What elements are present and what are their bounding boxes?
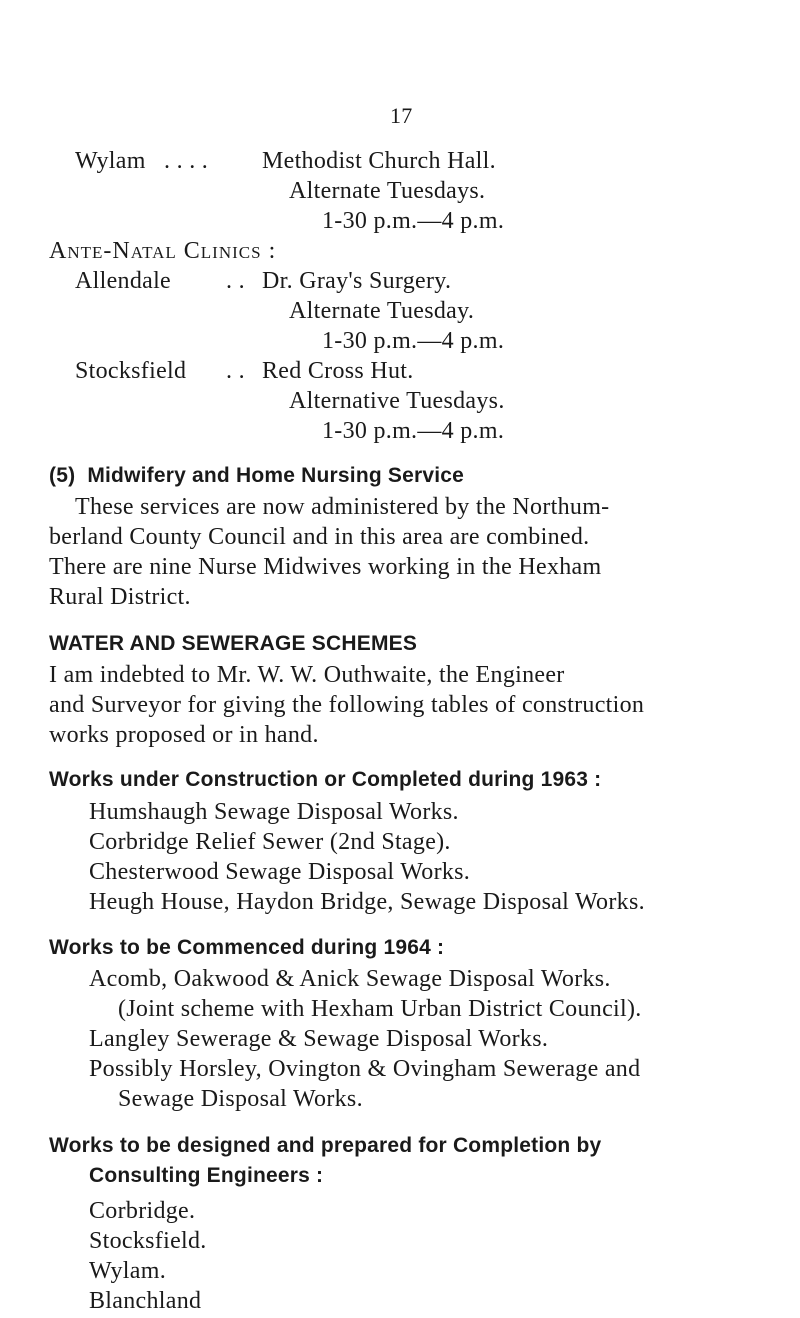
- list-item: Heugh House, Haydon Bridge, Sewage Disposal Works.: [89, 889, 645, 915]
- list-item: Corbridge.: [89, 1198, 196, 1224]
- list-item: Corbridge Relief Sewer (2nd Stage).: [89, 829, 451, 855]
- leader-dots: . .: [226, 268, 245, 294]
- list-item: (Joint scheme with Hexham Urban District Council).: [118, 996, 642, 1022]
- paragraph-line: Rural District.: [49, 584, 191, 610]
- list-item: Blanchland: [89, 1288, 202, 1314]
- clinic-frequency-stocksfield: Alternative Tuesdays.: [289, 388, 505, 414]
- list-item: Humshaugh Sewage Disposal Works.: [89, 799, 459, 825]
- clinic-time-wylam: 1-30 p.m.—4 p.m.: [322, 208, 505, 234]
- list-item: Wylam.: [89, 1258, 166, 1284]
- paragraph-line: I am indebted to Mr. W. W. Outhwaite, the Engineer: [49, 662, 565, 688]
- paragraph-line: works proposed or in hand.: [49, 722, 319, 748]
- leader-dots: . . . .: [164, 148, 209, 174]
- clinic-place-wylam: Wylam: [75, 148, 146, 174]
- clinic-place-allendale: Allendale: [75, 268, 171, 294]
- list-item: Sewage Disposal Works.: [118, 1086, 363, 1112]
- clinic-venue-stocksfield: Red Cross Hut.: [262, 358, 414, 384]
- subheading-designed-cont: Consulting Engineers :: [89, 1164, 324, 1187]
- list-item: Langley Sewerage & Sewage Disposal Works.: [89, 1026, 549, 1052]
- section-heading-midwifery: (5) Midwifery and Home Nursing Service: [49, 464, 465, 487]
- clinic-time-stocksfield: 1-30 p.m.—4 p.m.: [322, 418, 505, 444]
- subheading-designed: Works to be designed and prepared for Completion by: [49, 1134, 602, 1157]
- section-heading-water: WATER AND SEWERAGE SCHEMES: [49, 632, 418, 655]
- paragraph-line: There are nine Nurse Midwives working in the Hexham: [49, 554, 602, 580]
- clinic-frequency-allendale: Alternate Tuesday.: [289, 298, 475, 324]
- list-item: Acomb, Oakwood & Anick Sewage Disposal Works.: [89, 966, 611, 992]
- paragraph-line: and Surveyor for giving the following tables of construction: [49, 692, 645, 718]
- paragraph-line: These services are now administered by the Northum-: [75, 494, 610, 520]
- page-number: 17: [390, 103, 413, 128]
- list-item: Possibly Horsley, Ovington & Ovingham Sewerage and: [89, 1056, 641, 1082]
- list-item: Stocksfield.: [89, 1228, 207, 1254]
- leader-dots: . .: [226, 358, 245, 384]
- list-item: Chesterwood Sewage Disposal Works.: [89, 859, 471, 885]
- clinic-time-allendale: 1-30 p.m.—4 p.m.: [322, 328, 505, 354]
- clinic-venue-wylam: Methodist Church Hall.: [262, 148, 496, 174]
- paragraph-line: berland County Council and in this area are combined.: [49, 524, 590, 550]
- antenatal-heading: Ante-Natal Clinics :: [49, 238, 277, 264]
- clinic-frequency-wylam: Alternate Tuesdays.: [289, 178, 486, 204]
- clinic-place-stocksfield: Stocksfield: [75, 358, 187, 384]
- subheading-commenced: Works to be Commenced during 1964 :: [49, 936, 445, 959]
- subheading-construction: Works under Construction or Completed during 1963 :: [49, 768, 602, 791]
- clinic-venue-allendale: Dr. Gray's Surgery.: [262, 268, 452, 294]
